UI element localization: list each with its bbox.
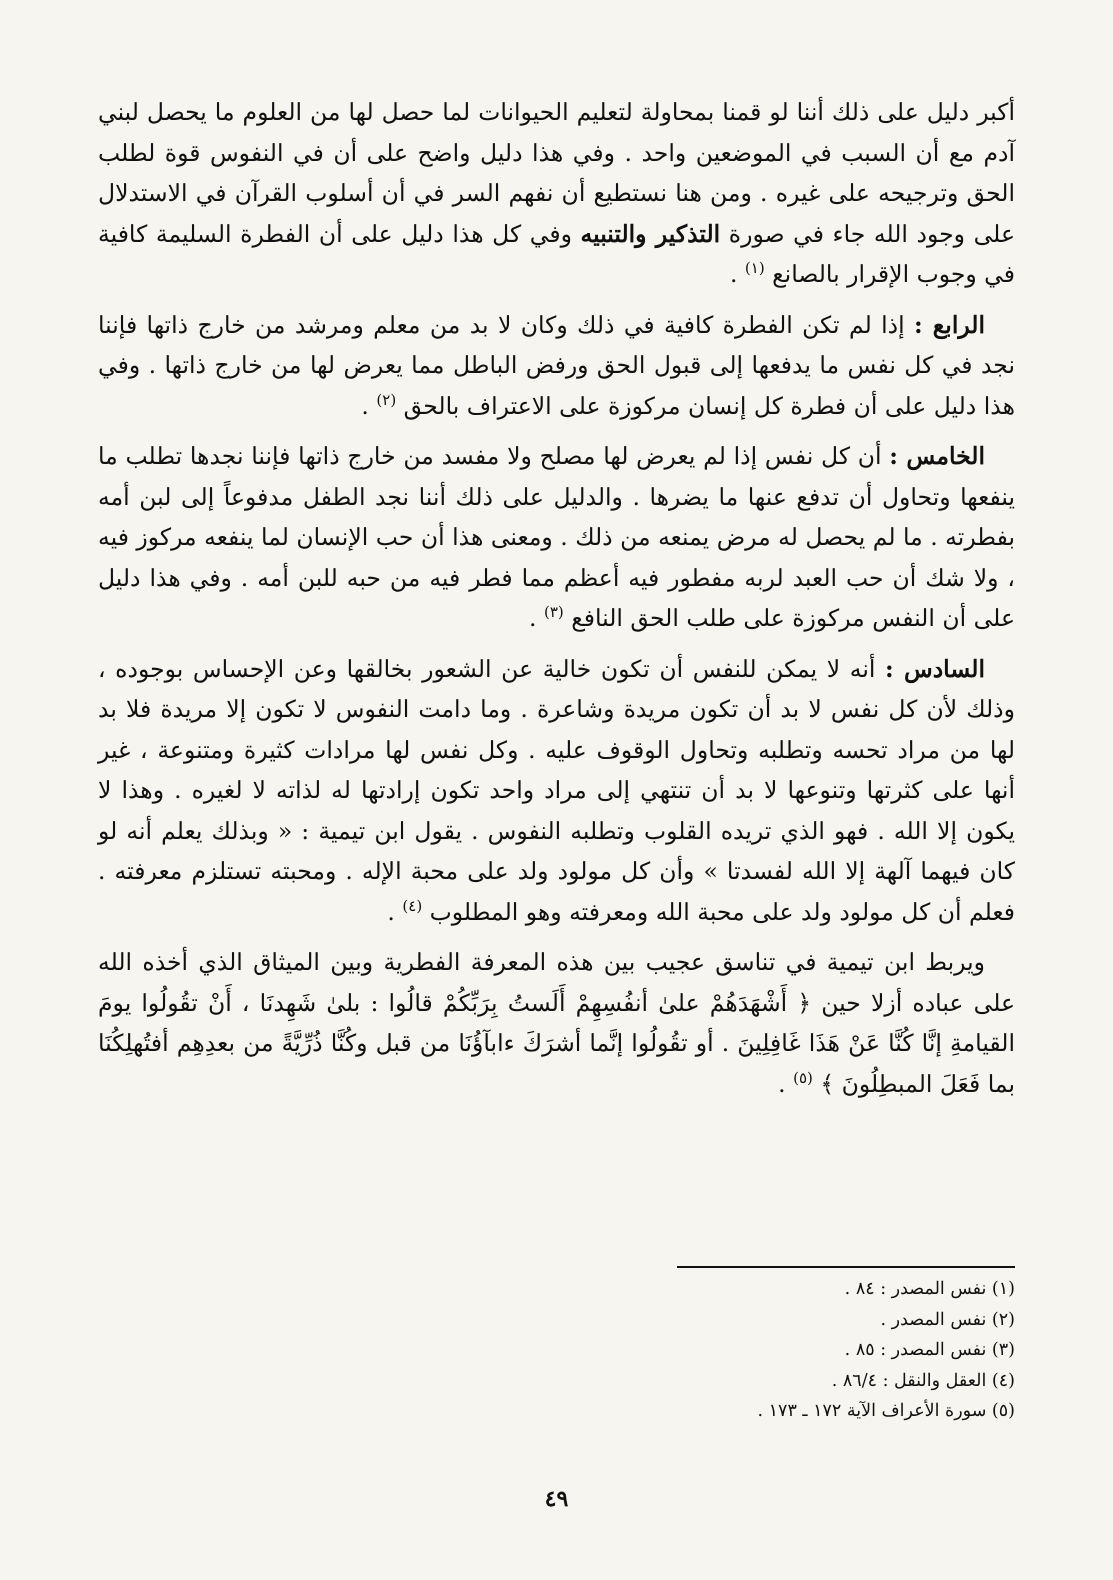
footnote-item: (٢) نفس المصدر .	[880, 1309, 1015, 1330]
paragraph-fifth	[98, 436, 1015, 639]
paragraph-end: .	[387, 897, 395, 926]
paragraph-text: إذا لم تكن الفطرة كافية في ذلك وكان لا بد من معلم ومرشد من خارج ذاتها فإننا نجد في كل نفس ما يدفعها إلى قبول الحق ورفض الباطل مما يعرض لها من خارج ذاتها . وفي هذا دليل على أن فطرة كل إنسان مركوزة على الاعتراف بالحق	[98, 310, 1015, 420]
footnote-marker: (١)	[744, 259, 765, 278]
footnote-marker: (٢)	[376, 390, 397, 409]
footnote-item: (١) نفس المصدر : ٨٤ .	[844, 1279, 1015, 1299]
paragraph-text: أن كل نفس إذا لم يعرض لها مصلح ولا مفسد من خارج ذاتها فإننا نجدها تطلب ما ينفعها وتحاول أن تدفع عنها ما يضرها . والدليل على ذلك أننا نجد الطفل مدفوعاً إلى لبن أمه بفطرته . ما لم يحصل له مرض يمنعه من ذلك . ومعنى هذا أن حب الإنسان لما ينفعه مركوز فيه ، ولا شك أن حب العبد لربه مفطور فيه أعظم مما فطر فيه من حبه للبن أمه . وفي هذا دليل على أن النفس مركوزة على طلب الحق النافع	[98, 442, 1015, 632]
footnote-divider	[677, 1266, 1015, 1268]
paragraph-text: أنه لا يمكن للنفس أن تكون خالية عن الشعور بخالقها وعن الإحساس بوجوده ، وذلك لأن كل نفس لا بد أن تكون مريدة وشاعرة . وما دامت النفوس لا تكون إلا مريدة فلا بد لها من مراد تحسه وتطلبه وتحاول الوقوف عليه . وكل نفس لها مرادات كثيرة ومتنوعة ، غير أنها على كثرتها وتنوعها لا بد أن تنتهي إلى مراد واحد تكون إرادتها له لذاته لا لغيره . وهذا لا يكون إلا الله . فهو الذي تريده القلوب وتطلبه النفوس . يقول ابن تيمية : « وبذلك يعلم أنه لو كان فيهما آلهة إلا الله لفسدتا » وأن كل مولود ولد على محبة الإله . ومحبته تستلزم معرفته . فعلم أن كل مولود ولد على محبة الله ومعرفته وهو المطلوب	[98, 654, 1015, 926]
footnote-item: (٣) نفس المصدر : ٨٥ .	[844, 1340, 1015, 1360]
paragraph-end: .	[778, 1069, 786, 1098]
page-number: ٤٩	[544, 1486, 569, 1512]
paragraph-end: .	[729, 260, 738, 288]
paragraph-text: ويربط ابن تيمية في تناسق عجيب بين هذه المعرفة الفطرية وبين الميثاق الذي أخذه الله على عباده أزلا حين ﴿ أَشْهَدَهُمْ علىٰ أنفُسِهِمْ أَلَستُ بِرَبِّكُمْ قالُوا : بلىٰ شَهِدنَا ، أَنْ تقُولُوا يومَ القيامةِ إنَّا كُنَّا عَنْ هَذَا غَافِلِينَ . أو تقُولُوا إنَّما أشرَكَ ءابآؤُنَا من قبل وكُنَّا ذُرِّيَّةً من بعدِهِم أفتُهلِكُنَا بما فَعَلَ المبطِلُونَ ﴾	[98, 948, 1015, 1098]
paragraph-end: .	[361, 391, 369, 420]
section-heading: الخامس :	[889, 442, 985, 470]
section-heading: الرابع :	[914, 310, 986, 339]
bold-phrase: التذكير والتنبيه	[580, 219, 721, 248]
paragraph-covenant	[98, 942, 1015, 1104]
footnotes-list	[98, 1274, 1015, 1427]
paragraph-intro	[98, 92, 1015, 295]
footnote-item: (٤) العقل والنقل : ٨٦/٤ .	[831, 1370, 1015, 1391]
paragraph-text: وفي كل هذا دليل على أن الفطرة السليمة كافية في وجوب الإقرار بالصانع	[98, 219, 1015, 288]
section-heading: السادس :	[885, 654, 985, 683]
footnote-marker: (٤)	[402, 896, 423, 915]
paragraph-text: أكبر دليل على ذلك أننا لو قمنا بمحاولة لتعليم الحيوانات لما حصل لها من العلوم ما يحصل لبني آدم مع أن السبب في الموضعين واحد . وفي هذا دليل واضح على أن في النفوس قوة لطلب الحق وترجيحه على غيره . ومن هنا نستطيع أن نفهم السر في أن أسلوب القرآن في الاستدلال على وجود الله جاء في صورة	[98, 98, 1015, 248]
paragraph-sixth	[98, 649, 1015, 933]
footnote-marker: (٥)	[793, 1068, 813, 1087]
paragraph-fourth	[98, 305, 1015, 427]
footnote-marker: (٣)	[544, 603, 564, 622]
paragraph-end: .	[529, 604, 537, 632]
footnote-item: (٥) سورة الأعراف الآية ١٧٢ ـ ١٧٣ .	[757, 1401, 1015, 1421]
